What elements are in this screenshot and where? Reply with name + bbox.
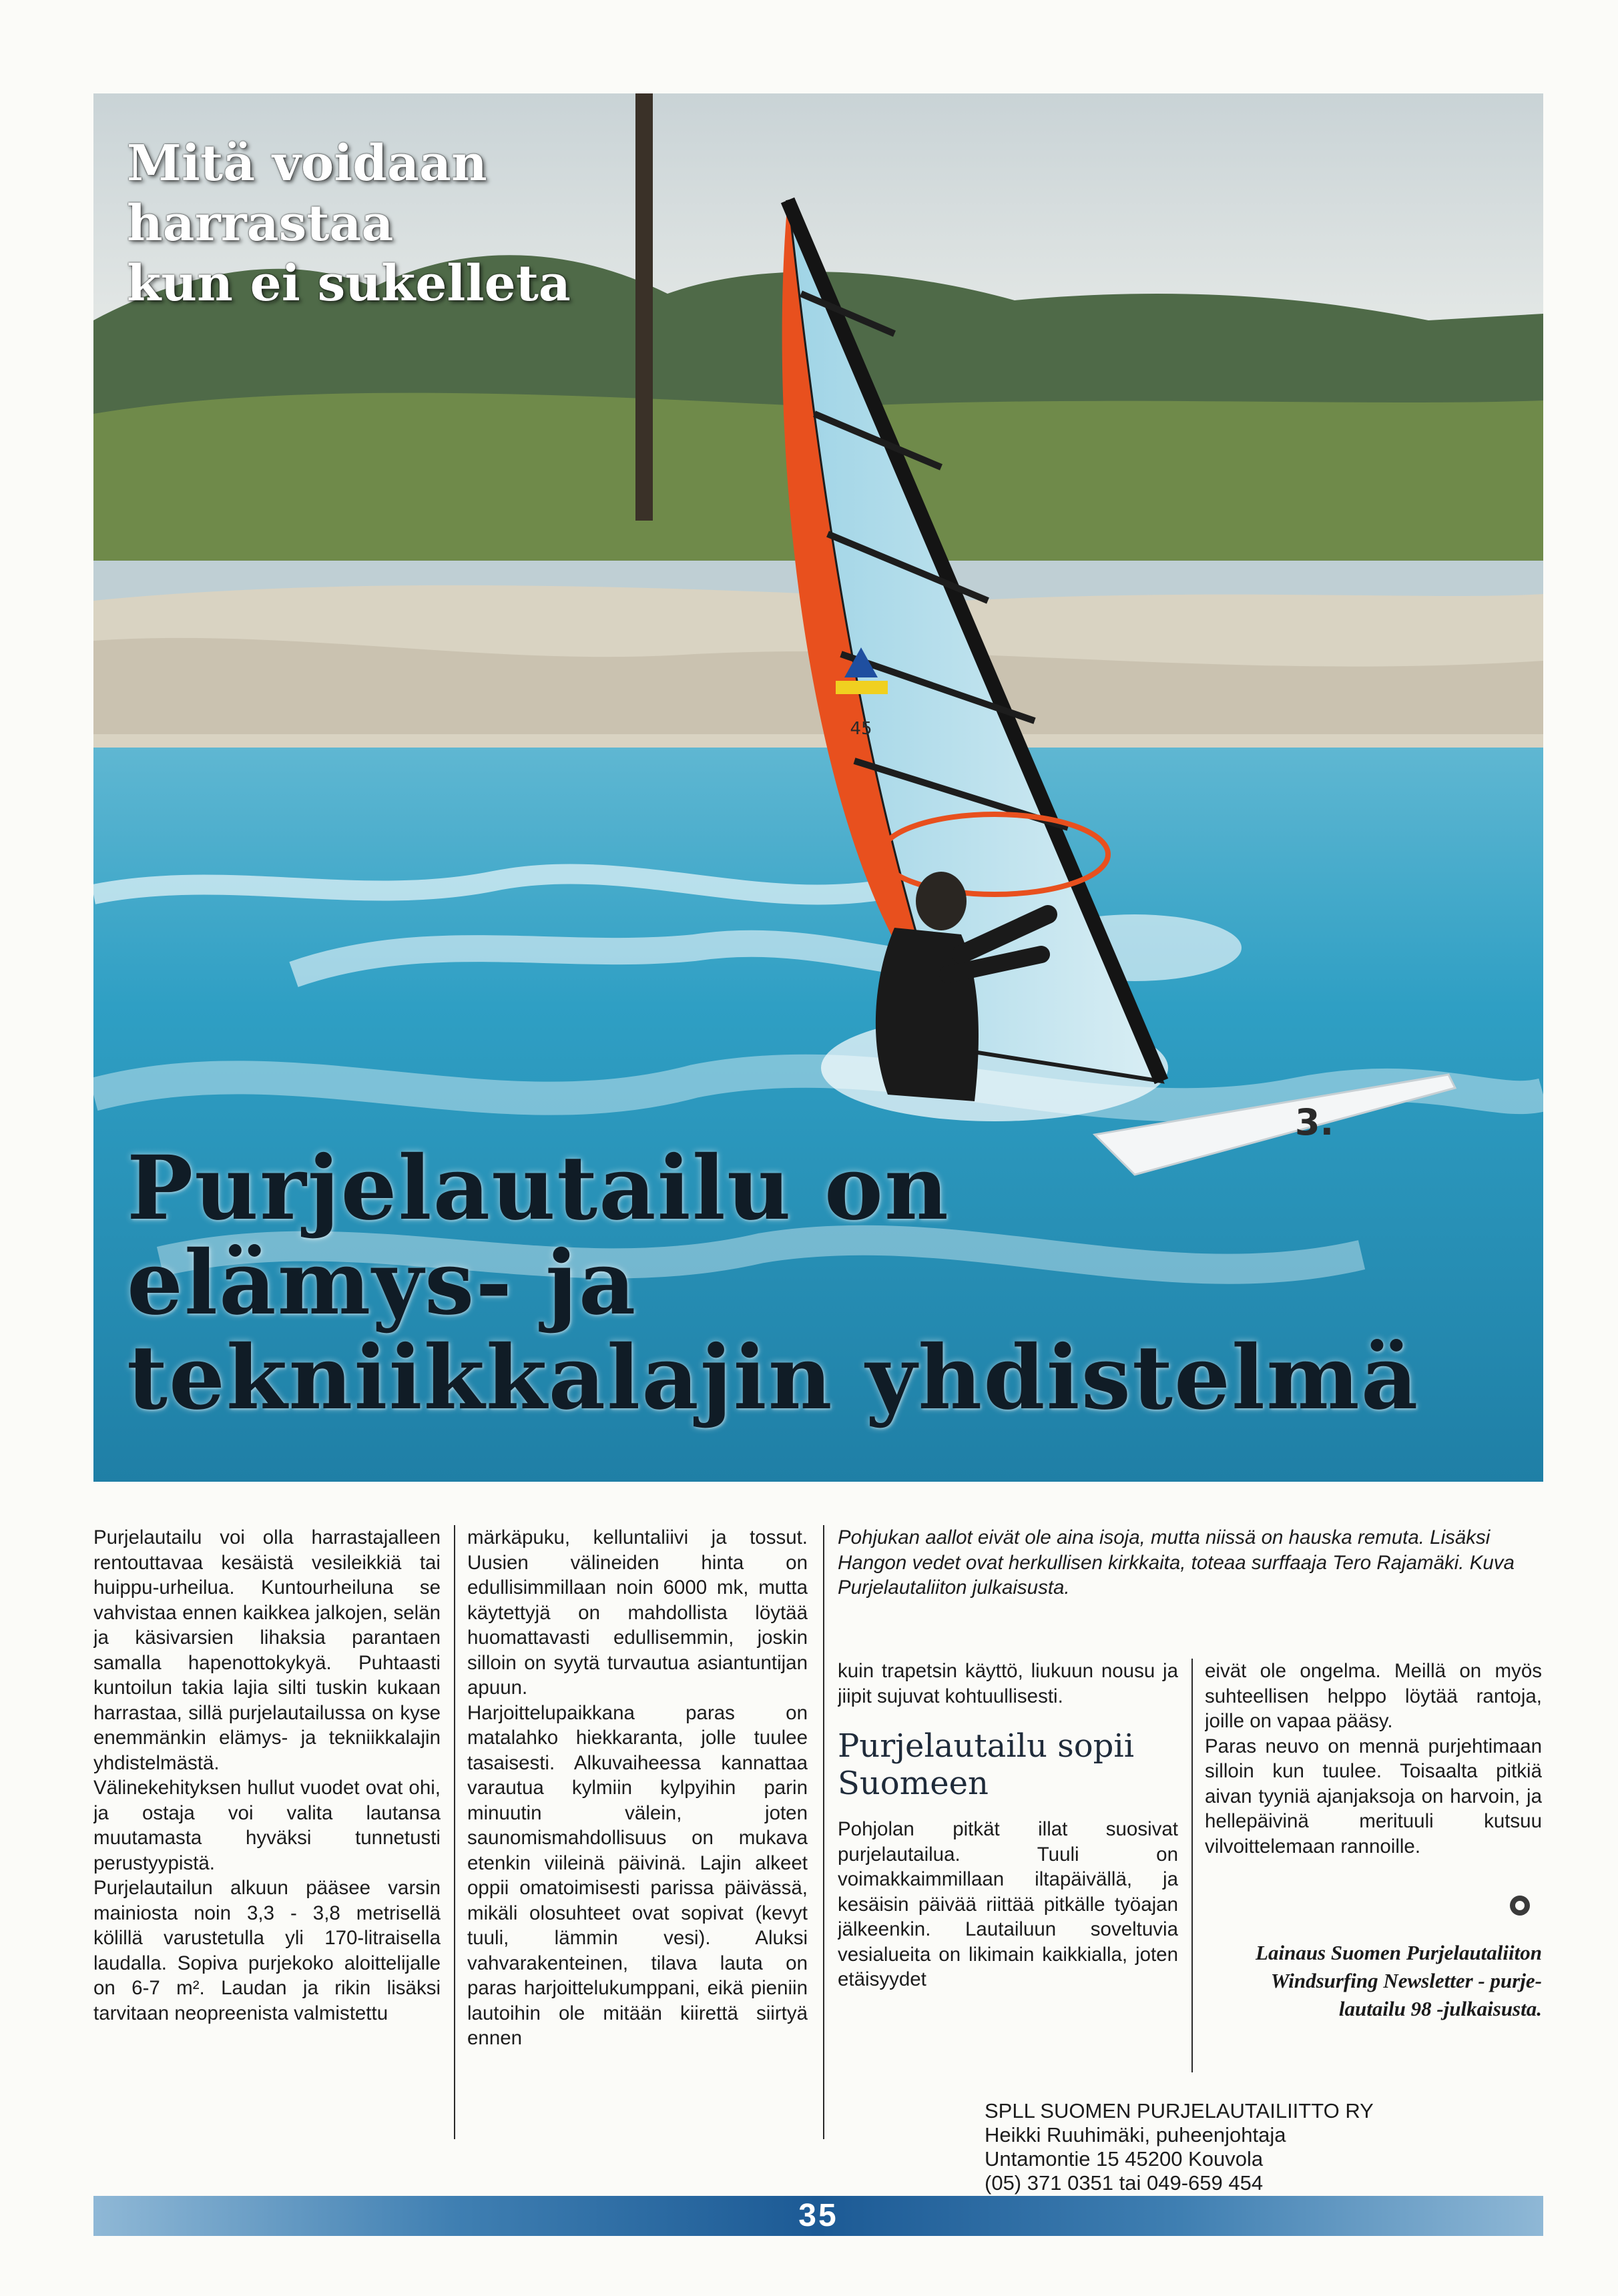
photo-caption: Pohjukan aallot eivät ole aina isoja, mutta niissä on hauska remuta. Lisäksi Hangon vedet ovat herkullisen kirkkaita, toteaa surffaaja Tero Rajamäki. Kuva Purjelautaliiton julkaisusta. bbox=[838, 1526, 1515, 1599]
windsurfing-photo bbox=[93, 93, 1543, 1482]
address-street: Untamontie 15 45200 Kouvola bbox=[985, 2147, 1264, 2171]
address-org: SPLL SUOMEN PURJELAUTAILIITTO RY bbox=[985, 2099, 1374, 2122]
kicker-line-2: kun ei sukelleta bbox=[127, 255, 571, 312]
headline-line-1: Purjelautailu on bbox=[127, 1137, 950, 1240]
credit-line-1: Lainaus Suomen Purjelautaliiton bbox=[1256, 1941, 1542, 1964]
column-divider bbox=[1191, 1659, 1193, 2072]
paragraph: kuin trapetsin käyttö, liukuun nousu ja jiipit sujuvat kohtuullisesti. bbox=[838, 1660, 1178, 1707]
subheading: Purjelautailu sopii Suomeen bbox=[838, 1727, 1135, 1802]
paragraph: eivät ole ongelma. Meillä on myös suhteellisen helppo löytää rantoja, joille on vapaa pääsy. bbox=[1205, 1660, 1542, 1732]
contact-address bbox=[985, 2099, 1452, 2195]
end-mark-icon bbox=[1510, 1896, 1530, 1916]
body-column-3 bbox=[838, 1659, 1178, 2152]
kicker-title bbox=[127, 133, 728, 314]
paragraph: Harjoittelupaikkana paras on matalahko hiekkaranta, jolle tuulee tasaisesti. Alkuvaiheessa kannattaa varautua kylmiin kylpyihin parin minuutin välein, joten saunomismahdollisuus on mukava etenkin viileinä päivinä. Lajin alkeet oppii omatoimisesti parissa päivässä, mikäli olosuhteet ovat sopivat (kevyt tuuli, lämmin vesi). Aluksi vahvarakenteinen, tilava lauta on paras harjoittelukumppani, eikä pieniin lautoihin ole mitään kiirettä siirtyä ennen bbox=[467, 1701, 808, 2049]
paragraph: Purjelautailun alkuun pääsee varsin mainiosta noin 3,3 - 3,8 metrisellä kölillä varustetulla yli 170-litraisella laudalla. Sopiva purjekoko aloittelijalle on 6-7 m². Laudan ja rikin lisäksi tarvitaan neopreenista valmistettu bbox=[93, 1877, 441, 2024]
paragraph: Välinekehityksen hullut vuodet ovat ohi, ja ostaja voi valita lautansa muutamasta hyväksi tunnetusti perustyypistä. bbox=[93, 1777, 441, 1874]
credit-line-3: lautailu 98 -julkaisusta. bbox=[1338, 1997, 1542, 2020]
surfer-head bbox=[916, 872, 967, 930]
board-label: 3. bbox=[1295, 1101, 1334, 1143]
paragraph: Purjelautailu voi olla harrastajalleen rentouttavaa kesäistä vesileikkiä tai huippu-urheilua. Kuntourheiluna se vahvistaa ennen kaikkea jalkojen, selän ja käsivarsien lihaksia parantaen samalla hapenottokykyä. Puhtaasti kuntoilun takia lajia silti tuskin kukaan harrastaa, sillä purjelautailussa on kyse enemmänkin elämys- ja tekniikkalajin yhdistelmästä. bbox=[93, 1526, 441, 1774]
source-credit bbox=[1195, 1939, 1542, 2023]
headline-line-3: tekniikkalajin yhdistelmä bbox=[127, 1326, 1420, 1430]
column-divider bbox=[823, 1525, 824, 2139]
body-column-1 bbox=[93, 1525, 441, 2139]
sail-number: 45 bbox=[850, 719, 872, 739]
footer-bar bbox=[93, 2196, 1543, 2236]
paragraph: Pohjolan pitkät illat suosivat purjelautailua. Tuuli on voimakkaimmillaan iltapäivällä, ja kesäisin päivää riittää pitkälle työajan jälkeenkin. Lautailuun soveltuvia vesialueita on likimain kaikkialla, joten etäisyydet bbox=[838, 1818, 1178, 1990]
page-number: 35 bbox=[798, 2198, 838, 2233]
headline-line-2: elämys- ja bbox=[127, 1231, 637, 1335]
headline bbox=[127, 1137, 1462, 1430]
paragraph: Paras neuvo on mennä purjehtimaan silloin kun tuulee. Toisaalta pitkiä aivan tyyniä ajanjaksoja on harvoin, ja hellepäivinä merituuli kutsuu vilvoittelemaan rannoille. bbox=[1205, 1735, 1542, 1857]
address-person: Heikki Ruuhimäki, puheenjohtaja bbox=[985, 2123, 1286, 2146]
column-divider bbox=[454, 1525, 455, 2139]
kicker-line-1: Mitä voidaan harrastaa bbox=[127, 135, 487, 252]
paragraph: märkäpuku, kelluntaliivi ja tossut. Uusien välineiden hinta on edullisimmillaan noin 6000 mk, mutta käytettyjä on mahdollista löytää huomattavasti edullisemmin, joskin silloin on syytä turvautua asiantuntijan apuun. bbox=[467, 1526, 808, 1699]
body-column-2 bbox=[467, 1525, 808, 2139]
address-phone: (05) 371 0351 tai 049-659 454 bbox=[985, 2171, 1264, 2195]
credit-line-2: Windsurfing Newsletter - purje- bbox=[1270, 1969, 1542, 1992]
